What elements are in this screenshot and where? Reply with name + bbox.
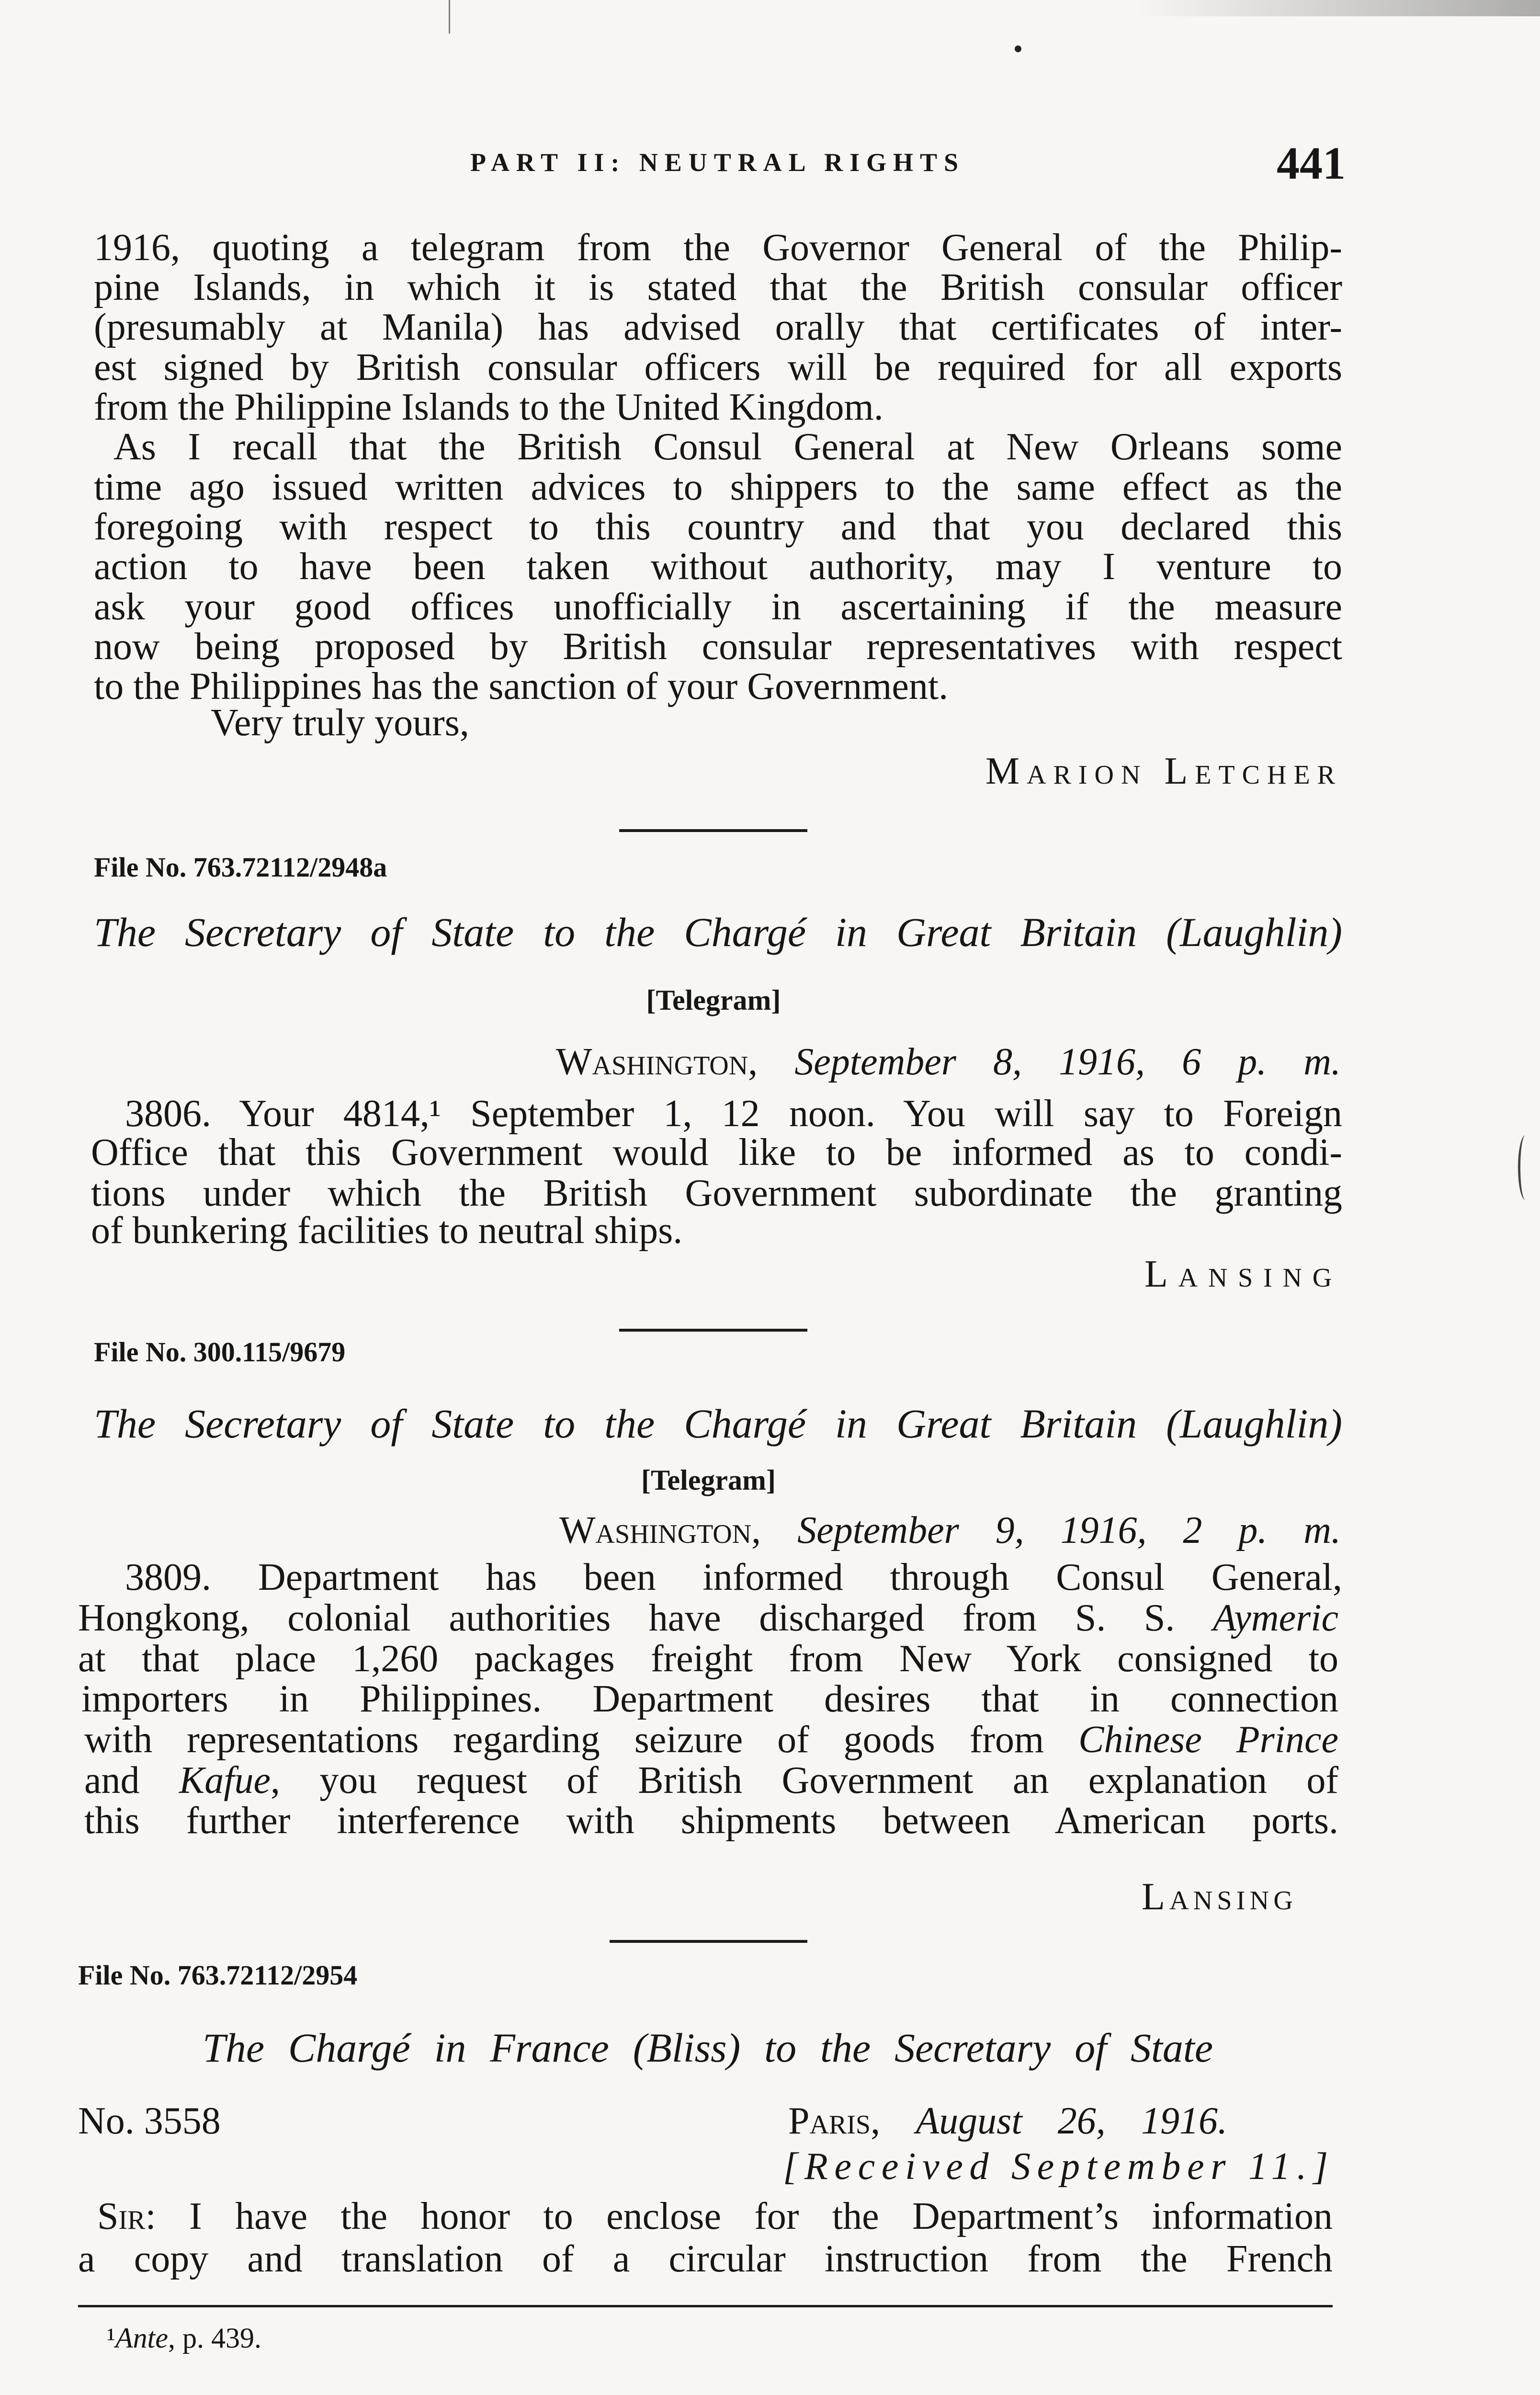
signature-text: Marion Letcher (985, 750, 1342, 792)
text-run: Office that this Government would like to be informed as to condi- (91, 1131, 1342, 1174)
body-line (91, 1210, 682, 1251)
footnote-rule (78, 2305, 1333, 2307)
text-run: time ago issued written advices to shippers to the same effect as the (94, 466, 1342, 508)
text-run: ask your good offices unofficially in ascertaining if the measure (94, 586, 1342, 628)
letter-line (94, 307, 1342, 347)
dateline-place: Washington, (556, 1041, 758, 1083)
text-segment: I have the honor to enclose for the Department’s information (189, 2195, 1333, 2237)
footnote-text: , p. 439. (168, 2322, 261, 2354)
text-run (78, 1597, 1338, 1639)
body-line (125, 1557, 1342, 1597)
dateline-text (559, 1509, 1341, 1551)
dateline-place: Washington, (559, 1509, 761, 1551)
text-run (125, 1556, 1342, 1598)
letter-line (94, 467, 1342, 507)
scan-speck (1015, 46, 1021, 52)
section-divider (610, 1940, 807, 1943)
text-run: from the Philippine Islands to the United Kingdom. (94, 386, 883, 428)
text-run (84, 1719, 1338, 1761)
text-run (78, 1638, 1338, 1680)
letter-signature (985, 751, 1342, 791)
ship-name: Kafue (179, 1759, 271, 1802)
section-divider (619, 829, 807, 832)
scan-line-mark (449, 0, 450, 34)
text-segment: this further interference with shipments between American ports. (84, 1800, 1338, 1842)
letter-line (94, 228, 1342, 268)
text-run: of bunkering facilities to neutral ships. (91, 1209, 683, 1252)
text-segment: 3809. Department has been informed through Consul General, (125, 1556, 1342, 1598)
page-number: 441 (1277, 137, 1346, 189)
letter-closing: Very truly yours, (211, 702, 469, 744)
text-run: 3806. Your 4814,¹ September 1, 12 noon. You will say to Foreign (125, 1093, 1342, 1135)
document-kind: [Telegram] (641, 1464, 776, 1496)
letter-line (113, 427, 1342, 467)
title-text: The Secretary of State to the Chargé in Great Britain (Laughlin) (94, 1401, 1342, 1447)
text-run: foregoing with respect to this country and that you declared this (94, 506, 1342, 548)
document-kind: [Telegram] (646, 984, 781, 1016)
body-line (91, 1173, 1342, 1213)
despatch-number: No. 3558 (78, 2100, 221, 2142)
body-line (78, 1639, 1338, 1679)
letter-line (94, 666, 948, 707)
text-segment: at that place 1,260 packages freight from New York consigned to (78, 1638, 1338, 1680)
received-text: [Received September 11.] (783, 2145, 1335, 2188)
document-signature (1142, 1877, 1297, 1917)
file-number: File No. 763.72112/2948a (94, 852, 387, 883)
letter-line (94, 627, 1342, 667)
title-text: The Chargé in France (Bliss) to the Secretary of State (203, 2025, 1213, 2071)
file-number: File No. 300.115/9679 (94, 1336, 346, 1368)
ship-name: Chinese Prince (1078, 1719, 1339, 1761)
dateline-date: August 26, 1916. (916, 2100, 1227, 2142)
received-note (783, 2146, 1335, 2187)
text-run: now being proposed by British consular representatives with respect (94, 626, 1342, 668)
letter-line (94, 507, 1342, 547)
signature-text: Lansing (1144, 1253, 1342, 1295)
dateline-text (556, 1041, 1341, 1083)
letter-line (94, 267, 1342, 308)
text-run: As I recall that the British Consul General at New Orleans some (113, 426, 1342, 468)
body-line (84, 1720, 1338, 1760)
text-segment: importers in Philippines. Department desires that in connection (81, 1678, 1338, 1720)
body-line (78, 2239, 1333, 2279)
text-run (84, 1759, 1338, 1802)
document-title (203, 2026, 1213, 2069)
text-segment: with representations regarding seizure of goods from (84, 1719, 1079, 1761)
dateline-date: September 8, 1916, 6 p. m. (794, 1041, 1341, 1083)
ship-name: Aymeric (1212, 1597, 1338, 1639)
title-text: The Secretary of State to the Chargé in Great Britain (Laughlin) (94, 909, 1342, 955)
running-head (470, 148, 965, 177)
text-run: tions under which the British Government subordinate the granting (91, 1172, 1342, 1214)
text-run: (presumably at Manila) has advised orally that certificates of inter- (94, 306, 1342, 348)
document-signature (1144, 1254, 1342, 1294)
body-line (84, 1760, 1338, 1801)
footnote (107, 2322, 261, 2354)
dateline (559, 1510, 1341, 1551)
body-line (91, 1132, 1342, 1173)
signature-text: Lansing (1142, 1876, 1297, 1918)
salutation: Sir: (97, 2195, 156, 2237)
text-run: pine Islands, in which it is stated that the British consular officer (94, 266, 1342, 308)
document-title (94, 911, 1342, 954)
body-line (78, 1598, 1338, 1638)
text-segment: and (84, 1759, 179, 1802)
footnote-ref: Ante (115, 2322, 168, 2354)
text-segment: Hongkong, colonial authorities have discharged from S. S. (78, 1597, 1213, 1639)
text-run: est signed by British consular officers will be required for all exports (94, 346, 1342, 388)
text-run (84, 1800, 1338, 1842)
file-number: File No. 763.72112/2954 (78, 1960, 358, 1991)
running-head-text: PART II: NEUTRAL RIGHTS (470, 148, 965, 177)
body-line (125, 1094, 1342, 1134)
letter-line (94, 587, 1342, 627)
text-run: a copy and translation of a circular instruction from the French (78, 2238, 1333, 2280)
dateline (788, 2101, 1227, 2141)
text-run (97, 2195, 1333, 2237)
text-segment: , you request of British Government an explanation of (271, 1759, 1338, 1802)
dateline (556, 1042, 1341, 1082)
dateline-date: September 9, 1916, 2 p. m. (797, 1509, 1341, 1551)
footnote-marker: ¹ (107, 2322, 115, 2354)
letter-line (94, 387, 883, 427)
document-title (94, 1402, 1342, 1445)
scan-edge-shadow (1135, 0, 1540, 16)
letter-line (94, 547, 1342, 587)
section-divider (619, 1329, 807, 1332)
text-run (81, 1678, 1338, 1720)
dateline-text (788, 2100, 1227, 2142)
text-run: to the Philippines has the sanction of your Government. (94, 665, 949, 707)
body-line (84, 1801, 1338, 1841)
text-run: 1916, quoting a telegram from the Governor General of the Philip- (94, 227, 1342, 269)
scan-margin-mark (1518, 1135, 1533, 1200)
body-line (97, 2196, 1333, 2236)
text-run: action to have been taken without authority, may I venture to (94, 546, 1342, 588)
body-line (81, 1679, 1338, 1719)
letter-line (94, 347, 1342, 388)
dateline-place: Paris, (788, 2100, 881, 2142)
